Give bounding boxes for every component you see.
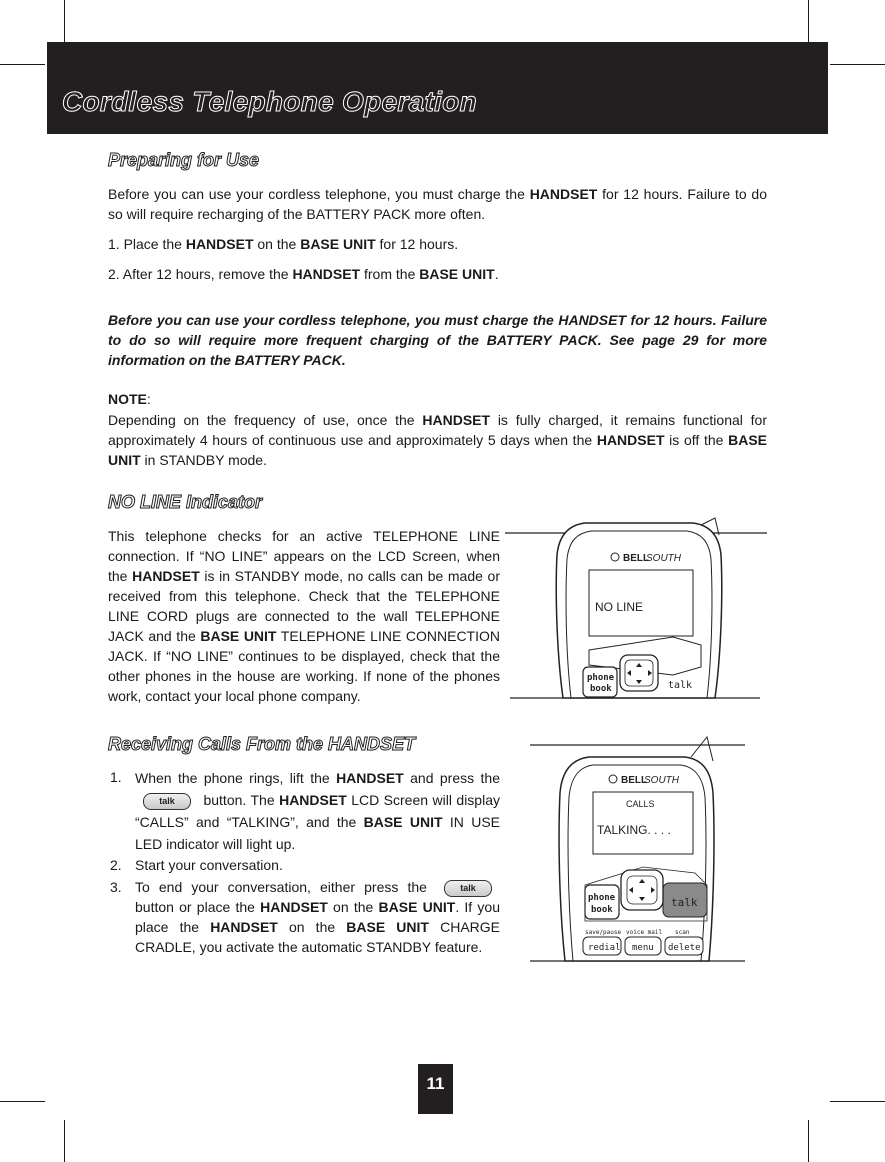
handset-illustration-noline [505,515,770,705]
lcd-talking-text: TALKING. . . . [597,823,671,837]
section-heading-noline: NO LINE Indicator [108,492,263,512]
crop-mark [830,64,885,65]
preparing-intro: Before you can use your cordless telephone, you must charge the HANDSET for 12 hours. Failure to do so will require recharging of the BATTERY PACK more often. [108,186,768,222]
phonebook-key-label-top: phone [588,893,616,903]
receiving-step-2: Start your conversation. [135,857,283,873]
crop-mark [64,1120,65,1162]
crop-mark [64,0,65,42]
crop-mark [808,1120,809,1162]
crop-mark [808,0,809,42]
charge-warning: Before you can use your cordless telephone, you must charge the HANDSET for 12 hours. Failure to do so will require more frequent charging of the BATTERY PACK. See page 29 for more information on the BATTERY PACK. [108,312,767,368]
receiving-step-number: 1. [110,769,122,785]
preparing-step-1: 1. Place the HANDSET on the BASE UNIT for 12 hours. [108,236,459,252]
brand-rest: SOUTH [646,553,681,564]
nav-pad [620,655,658,691]
lcd-no-line-text: NO LINE [595,600,644,614]
brand-bold: BELL [623,553,650,564]
handset-illustration-talking [525,735,750,970]
crop-mark [830,1101,885,1102]
receiving-step-number: 3. [110,879,122,895]
phonebook-key-label-top: phone [587,673,615,683]
scan-label: scan [675,929,690,936]
brand-rest: SOUTH [644,775,679,786]
noline-body: This telephone checks for an active TELEPHONE LINE connection. If “NO LINE” appears on the LCD Screen, when the HANDSET is in STANDBY mode, no calls can be made or received from this telephone. Check that the TELEPHONE LINE CORD plugs are connected to the wall TELEPHONE JACK and the BASE UNIT TELEPHONE LINE CONNECTION JACK. If “NO LINE” continues to be displayed, check that the other phones in the house are working. If none of the phones work, contact your local phone company. [108,528,500,704]
preparing-step-2: 2. After 12 hours, remove the HANDSET from the BASE UNIT. [108,266,499,282]
note-label: NOTE: [108,391,151,407]
talk-button-icon: talk [444,880,492,897]
section-heading-receiving: Receiving Calls From the HANDSET [108,734,416,754]
note-text: Depending on the frequency of use, once the HANDSET is fully charged, it remains functional for approximately 4 hours of continuous use and approximately 5 days when the HANDSET is off the BASE UNIT in STANDBY mode. [108,412,767,468]
receiving-step-3: To end your conversation, either press the talk button or place the HANDSET on the BASE UNIT. If you place the HANDSET on the BASE UNIT CHARGE CRADLE, you activate the automatic STANDBY feature. [135,879,500,955]
receiving-step-1: When the phone rings, lift the HANDSET and press the talk button. The HANDSET LCD Screen will display “CALLS” and “TALKING”, and the BASE UNIT IN USE LED indicator will light up. [135,770,500,852]
lcd-calls-text: CALLS [626,799,655,809]
page-title: Cordless Telephone Operation [62,86,477,117]
redial-key-label: redial [588,943,621,953]
page-number: 11 [418,1064,453,1114]
save-pause-label: save/pause [585,929,622,936]
talk-key-label: talk [671,896,698,909]
phonebook-key-label-bottom: book [591,905,613,915]
crop-mark [0,64,45,65]
delete-key-label: delete [668,943,701,953]
phonebook-key-label-bottom: book [590,684,612,694]
receiving-step-number: 2. [110,857,122,873]
voice-mail-label: voice mail [626,929,663,936]
section-heading-preparing: Preparing for Use [108,150,260,170]
crop-mark [0,1101,45,1102]
talk-button-icon: talk [143,793,191,810]
note-label-text: NOTE [108,391,147,407]
talk-key-label: talk [668,680,693,691]
menu-key-label: menu [632,943,654,953]
brand-bold: BELL [621,775,648,786]
